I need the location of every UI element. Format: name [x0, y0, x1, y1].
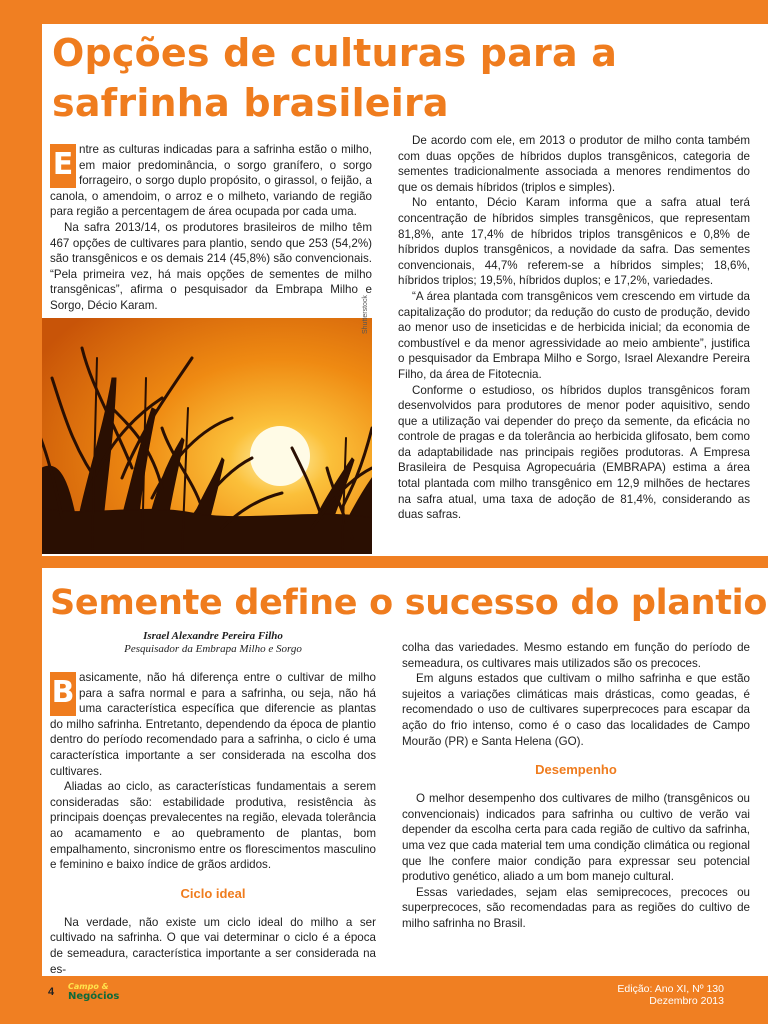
article2-paragraph: colha das variedades. Mesmo estando em função do período de semeadura, os cultivares mais utilizados são os precoces.	[402, 641, 750, 670]
orange-frame-top	[0, 0, 768, 24]
magazine-logo	[68, 982, 119, 1002]
logo-line2: Negócios	[68, 991, 120, 1002]
article2-paragraph: Em alguns estados que cultivam o milho safrinha e que estão sujeitos a variações climáticas mais drásticas, como geadas, é recomendado o uso de cultivares superprecoces para escapar da ação do frio intenso, como é o caso das localidades de Campo Mourão (PR) e Santa Helena (GO).	[402, 672, 750, 748]
author-role: Pesquisador da Embrapa Milho e Sorgo	[124, 643, 302, 655]
article2-title: Semente define o sucesso do plantio	[50, 583, 768, 623]
page-number: 4	[48, 986, 55, 998]
article1-column-left	[50, 142, 372, 314]
edition-date: Dezembro 2013	[649, 995, 724, 1007]
author-name: Israel Alexandre Pereira Filho	[143, 630, 283, 642]
sunset-illustration	[42, 318, 372, 554]
logo-line1: Campo &	[68, 982, 109, 991]
article2-paragraph: Aliadas ao ciclo, as características fundamentais a serem consideradas são: estabilidade produtiva, resistência às principais doenças prevalecentes na região, elevada tolerância ao acamamento e ao quebramento de plantas, bom empalhamento, sincronismo entre os florescimentos masculino e feminino e baixo índice de grãos ardidos.	[50, 780, 376, 872]
edition-number: Edição: Ano XI, Nº 130	[617, 983, 724, 995]
article2-paragraph: Essas variedades, sejam elas semiprecoces, precoces ou superprecoces, são recomendadas para as regiões do cultivo de milho safrinha no Brasil.	[402, 885, 750, 930]
sunset-cornfield-photo	[42, 318, 372, 554]
article1-paragraph: No entanto, Décio Karam informa que a safra atual terá concentração de híbridos simples transgênicos, que representam 81,8%, ante 17,4% de híbridos triplos transgênicos e 0,8% de híbridos duplos transgênicos, a novidade da safra. Das sementes convencionais, 44,7% referem-se a híbridos simples; 18,6%, híbridos triplos; 19,5%, híbridos duplos; e 17,2%, variedades.	[398, 196, 750, 288]
article2-paragraph: B asicamente, não há diferença entre o cultivar de milho para a safra normal e para a safrinha, ou seja, não há uma característica específica que diferencie as plantas do milho safrinha. Entretanto, dependendo da época de plantio dentro do período recomendado para a safrinha, o ciclo é uma característica importante a ser considerada na escolha dos cultivares.	[50, 671, 376, 778]
article1-column-right	[398, 133, 750, 523]
article2-paragraph: Na verdade, não existe um ciclo ideal do milho a ser cultivado na safrinha. O que vai determinar o ciclo é a época de semeadura, característica importante a ser considerada na es-	[50, 915, 376, 976]
article2-paragraph: O melhor desempenho dos cultivares de milho (transgênicos ou convencionais) indicados para safrinha ou cultivo de verão vai depender da escolha certa para cada região de cultivo da safrinha, uma vez que cada material tem uma condição climática ou regional que lhe confere maior condição para expressar seu potencial produtivo genético, aliado a um bom manejo cultural.	[402, 792, 750, 884]
subheading-ciclo-ideal: Ciclo ideal	[180, 885, 246, 901]
orange-frame-left	[0, 0, 42, 1024]
article1-paragraph: Na safra 2013/14, os produtores brasileiros de milho têm 467 opções de cultivares para plantio, sendo que 253 (54,2%) são transgênicos e os demais 214 (45,8%) são convencionais. “Pela primeira vez, há mais opções de sementes de milho transgênicas”, afirma o pesquisador da Embrapa Milho e Sorgo, Décio Karam.	[50, 220, 372, 312]
drop-cap: E	[50, 144, 76, 188]
subheading-desempenho: Desempenho	[535, 762, 617, 778]
article2-column-right	[402, 640, 750, 932]
article2-column-left	[50, 630, 376, 977]
article1-paragraph: E ntre as culturas indicadas para a safrinha estão o milho, em maior predominância, o sorgo granífero, o sorgo forrageiro, o sorgo duplo propósito, o girassol, o feijão, a canola, o amendoim, o arroz e o milheto, variando de região para região a percentagem de área ocupada por cada uma.	[50, 143, 372, 219]
article1-paragraph: “A área plantada com transgênicos vem crescendo em virtude da capitalização do produtor; da redução do custo de produção, devido ao menor uso de inseticidas e de herbicida inicial; da economia de combustível e da menor agressividade ao meio ambiente”, justifica o pesquisador da Embrapa Milho e Sorgo, Israel Alexandre Pereira Filho, da área de Fitotecnia.	[398, 289, 750, 381]
photo-credit: Shutterstock	[362, 295, 369, 334]
author-byline	[50, 630, 376, 656]
article1-paragraph: Conforme o estudioso, os híbridos duplos transgênicos foram desenvolvidos para produtores de menor poder aquisitivo, sendo que a utilização vai depender do preço da semente, da eficácia no controle de pragas e da tolerância ao herbicida glifosato, bem como da adaptabilidade nas principais regiões produtoras. A Empresa Brasileira de Pesquisa Agropecuária (EMBRAPA) estima a área total plantada com milho transgênico em 12,9 milhões de hectares na safra atual, uma taxa de adoção de 81,4%, considerando as duas safras.	[398, 383, 750, 522]
drop-cap: B	[50, 672, 76, 716]
article1-title: Opções de culturas para a safrinha brasileira	[52, 31, 618, 125]
article1-paragraph: De acordo com ele, em 2013 o produtor de milho conta também com duas opções de híbridos duplos transgênicos, categoria de sementes tradicionalmente associada a menores rendimentos do que os demais híbridos (triplos e simples).	[398, 134, 750, 194]
edition-info	[617, 983, 724, 1007]
